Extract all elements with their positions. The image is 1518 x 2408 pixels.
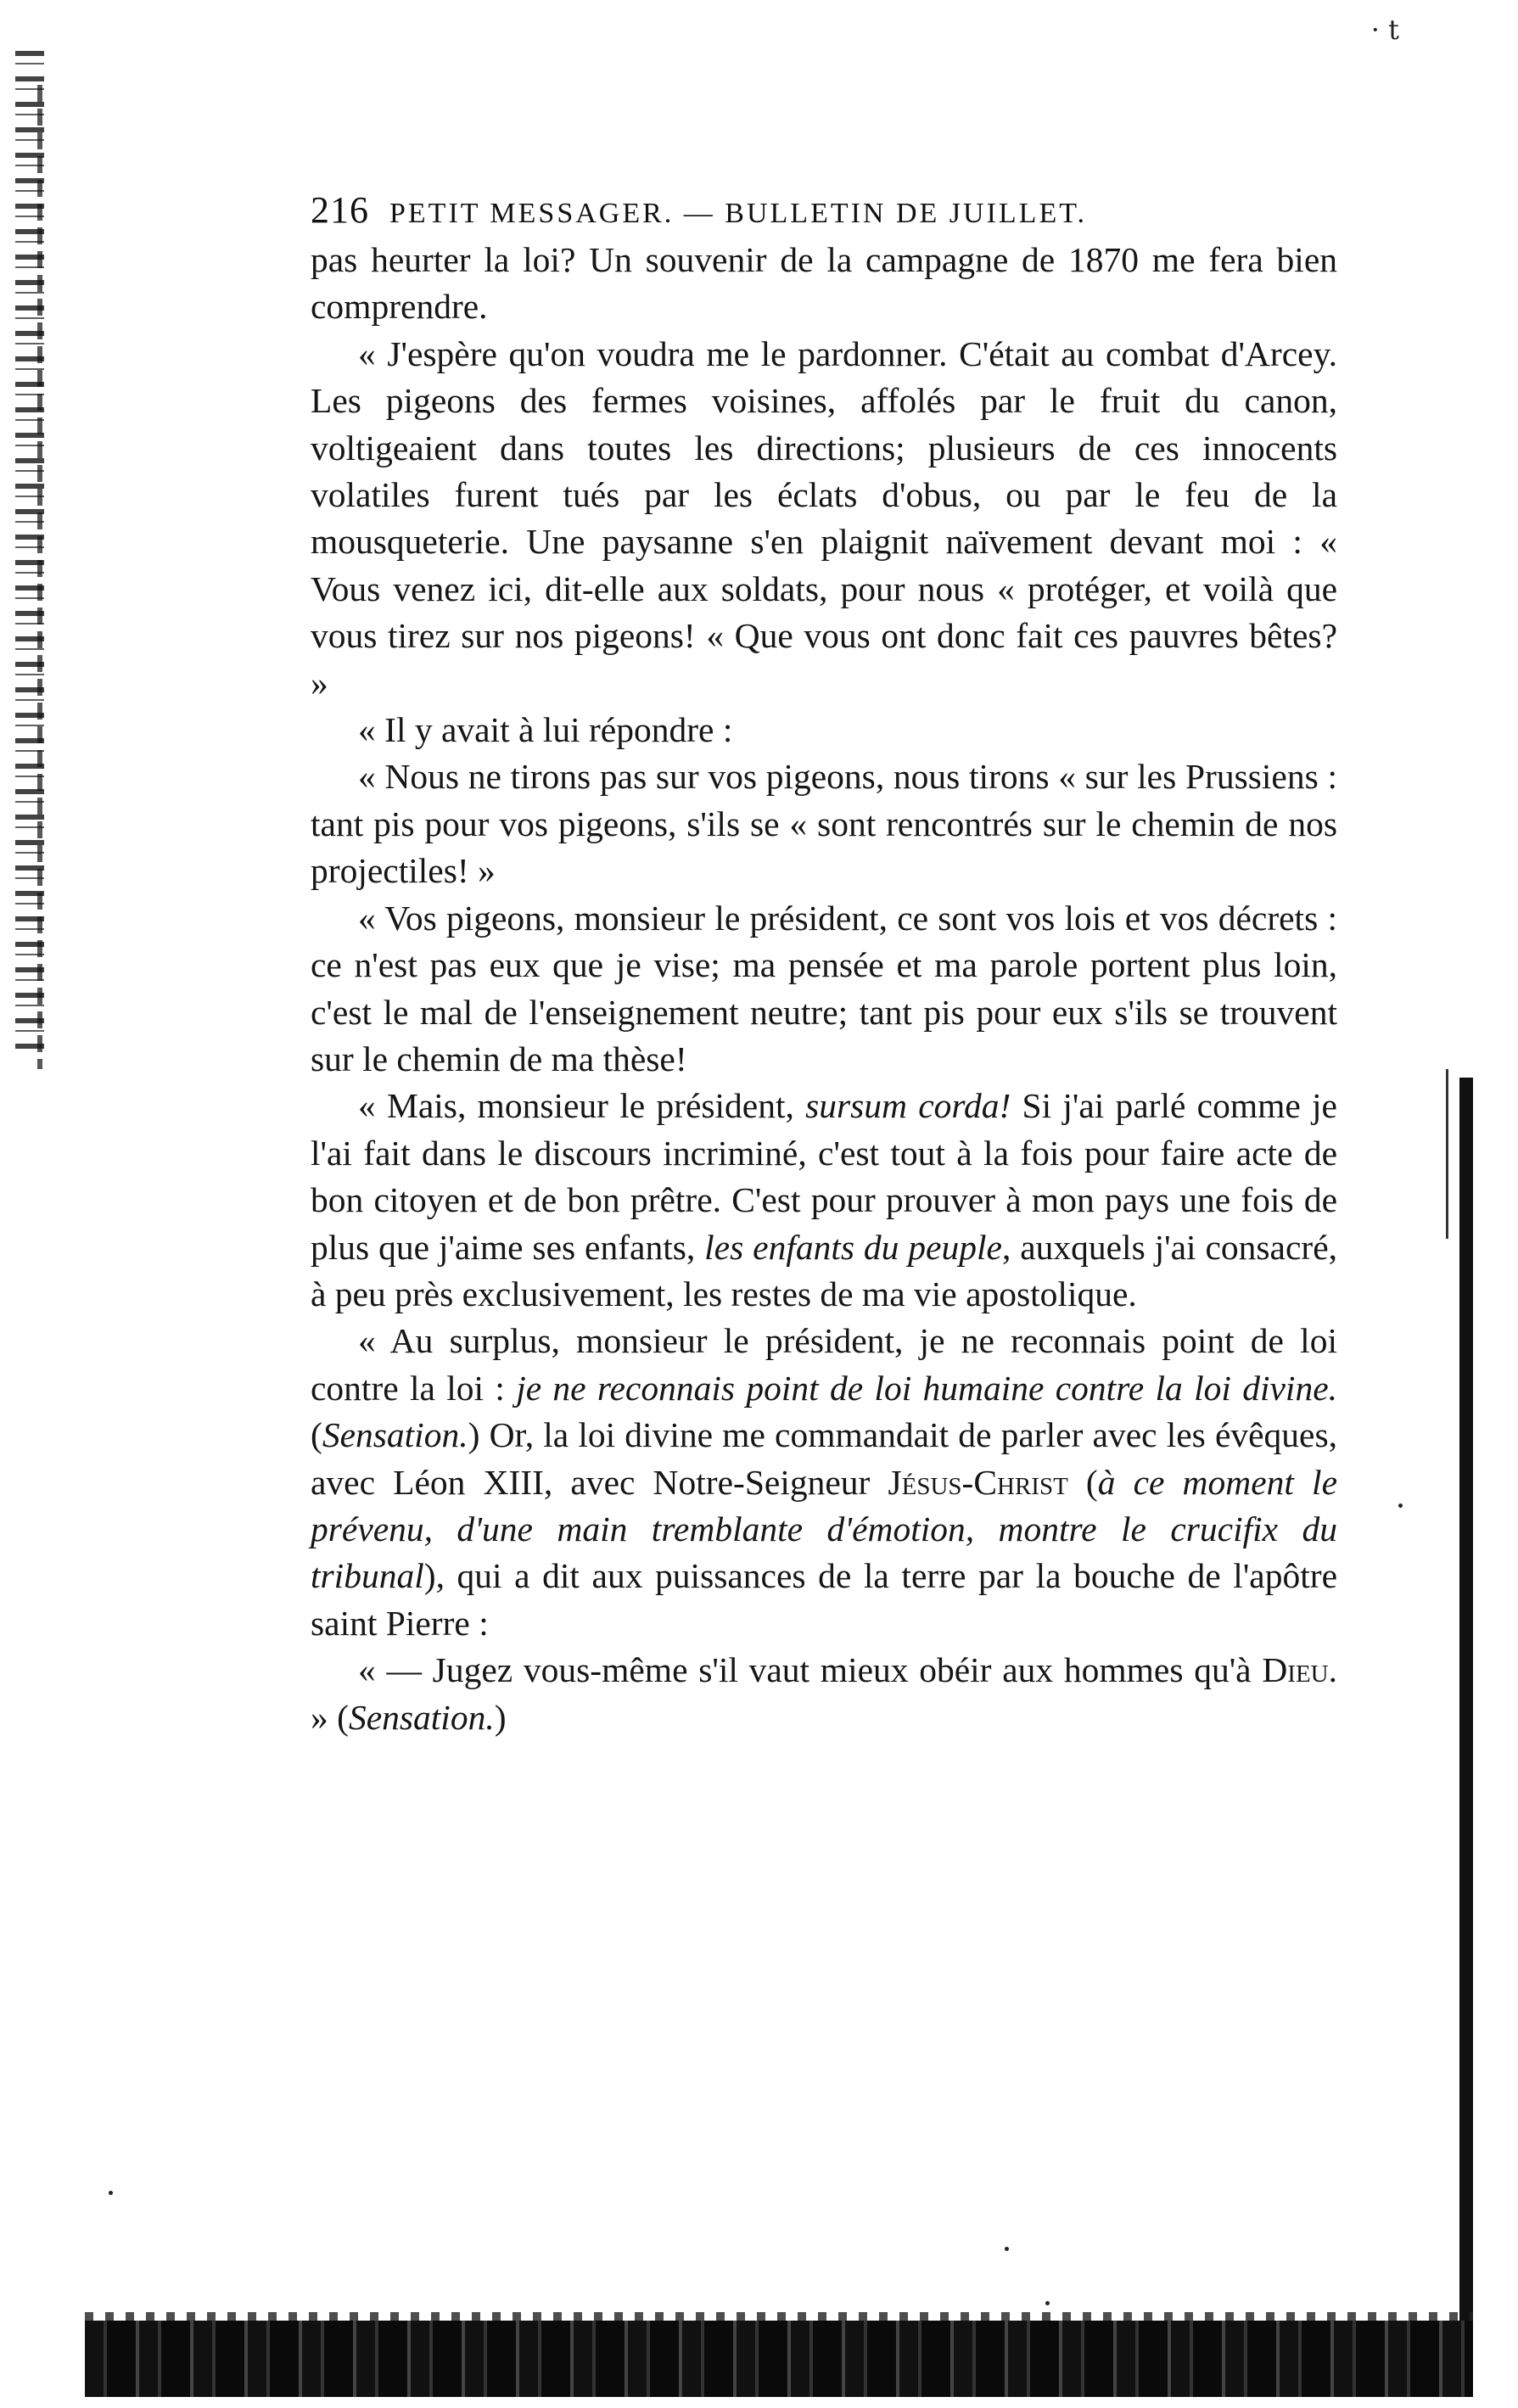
text-run: ), qui a dit aux puissances de la terre par la bouche de l'apôtre saint Pierre : — [311, 1556, 1337, 1643]
paragraph — [311, 895, 1337, 1084]
text-run: « J'espère qu'on voudra me le pardonner. C'était au combat d'Arcey. Les pigeons des fermes voisines, affolés par le fruit du canon, voltigeaient dans toutes les directions; plusieurs de ces innocents volatiles furent tués par les éclats d'obus, ou par le feu de la mousqueterie. Une paysanne s'en plaignit naïvement devant moi : « Vous venez ici, dit-elle aux soldats, pour nous « protéger, et voilà que vous tirez sur nos pigeons! « Que vous ont donc fait ces pauvres bêtes? » — [311, 333, 1337, 703]
text-run: , auxquels j'ai consacré, à peu près exclusivement, les restes de ma vie apostolique. — [311, 1227, 1337, 1313]
text-run: pas heurter la loi? Un souvenir de la campagne de 1870 me fera bien comprendre. — [311, 240, 1337, 327]
text-run: ) — [494, 1697, 507, 1737]
paragraph — [311, 1083, 1337, 1318]
scan-edge-bottom — [85, 2321, 1473, 2397]
paragraph — [311, 237, 1337, 331]
text-run: ( — [311, 1415, 322, 1455]
paragraph — [311, 1318, 1337, 1647]
smallcaps-run: Dieu — [1262, 1650, 1329, 1690]
text-run: « Au surplus, monsieur le président, je ne reconnais point de loi contre la loi : — [311, 1321, 1337, 1408]
scan-speck — [109, 2191, 113, 2195]
italic-run: Sensation. — [322, 1415, 468, 1455]
italic-run: à ce moment le prévenu, d'une main tremblante d'émotion, montre le crucifix du tribunal — [311, 1462, 1337, 1596]
scan-speck — [1005, 2247, 1009, 2251]
scan-edge-bottom-noise — [85, 2312, 1473, 2321]
running-title: PETIT MESSAGER. — BULLETIN DE JUILLET. — [389, 198, 1087, 229]
text-block — [311, 188, 1337, 1741]
text-run: « — Jugez vous-même s'il vaut mieux obéir aux hommes qu'à — [358, 1650, 1263, 1690]
text-run: ( — [1067, 1462, 1098, 1502]
italic-run: Sensation. — [348, 1697, 495, 1737]
text-run: Si j'ai parlé comme je l'ai fait dans le discours incriminé, c'est tout à la fois pour faire acte de bon citoyen et de bon prêtre. C'est pour prouver à mon pays une fois de plus que j'aime ses enfants, — [311, 1086, 1337, 1267]
scan-speck — [1398, 1504, 1403, 1508]
smallcaps-run: Jésus-Christ — [888, 1462, 1068, 1502]
text-run: « Vos pigeons, monsieur le président, ce sont vos lois et vos décrets : ce n'est pas eux que je vise; ma pensée et ma parole portent plus loin, c'est le mal de l'enseignement neutre; tant pis pour eux s'ils se trouvent sur le chemin de ma thèse! — [311, 898, 1337, 1078]
paragraph — [311, 331, 1337, 707]
text-run: « Il y avait à lui répondre : — [358, 710, 733, 750]
binding-shadow-left-inner — [37, 85, 42, 1069]
paragraph — [311, 707, 1337, 753]
scan-speck — [1045, 2301, 1050, 2305]
page-edge-right — [1459, 1078, 1473, 2350]
paragraph — [311, 753, 1337, 894]
paragraph — [311, 1647, 1337, 1741]
italic-run: je ne reconnais point de loi humaine contre la loi divine. — [516, 1368, 1337, 1408]
italic-run: les enfants du peuple — [704, 1227, 1002, 1267]
page-edge-right-thin — [1446, 1069, 1448, 1239]
running-head — [311, 188, 1337, 232]
text-run: . » ( — [311, 1650, 1337, 1737]
italic-run: sursum corda! — [805, 1086, 1011, 1126]
body-text — [311, 237, 1337, 1741]
text-run: « Mais, monsieur le président, — [358, 1086, 806, 1126]
text-run: « Nous ne tirons pas sur vos pigeons, nous tirons « sur les Prussiens : tant pis pour vos pigeons, s'ils se « sont rencontrés sur le chemin de nos projectiles! » — [311, 757, 1337, 891]
corner-mark: · t — [1370, 14, 1399, 46]
text-run: ) Or, la loi divine me commandait de parler avec les évêques, avec Léon XIII, avec Notre-Seigneur — [311, 1415, 1337, 1502]
page-number: 216 — [311, 189, 369, 231]
